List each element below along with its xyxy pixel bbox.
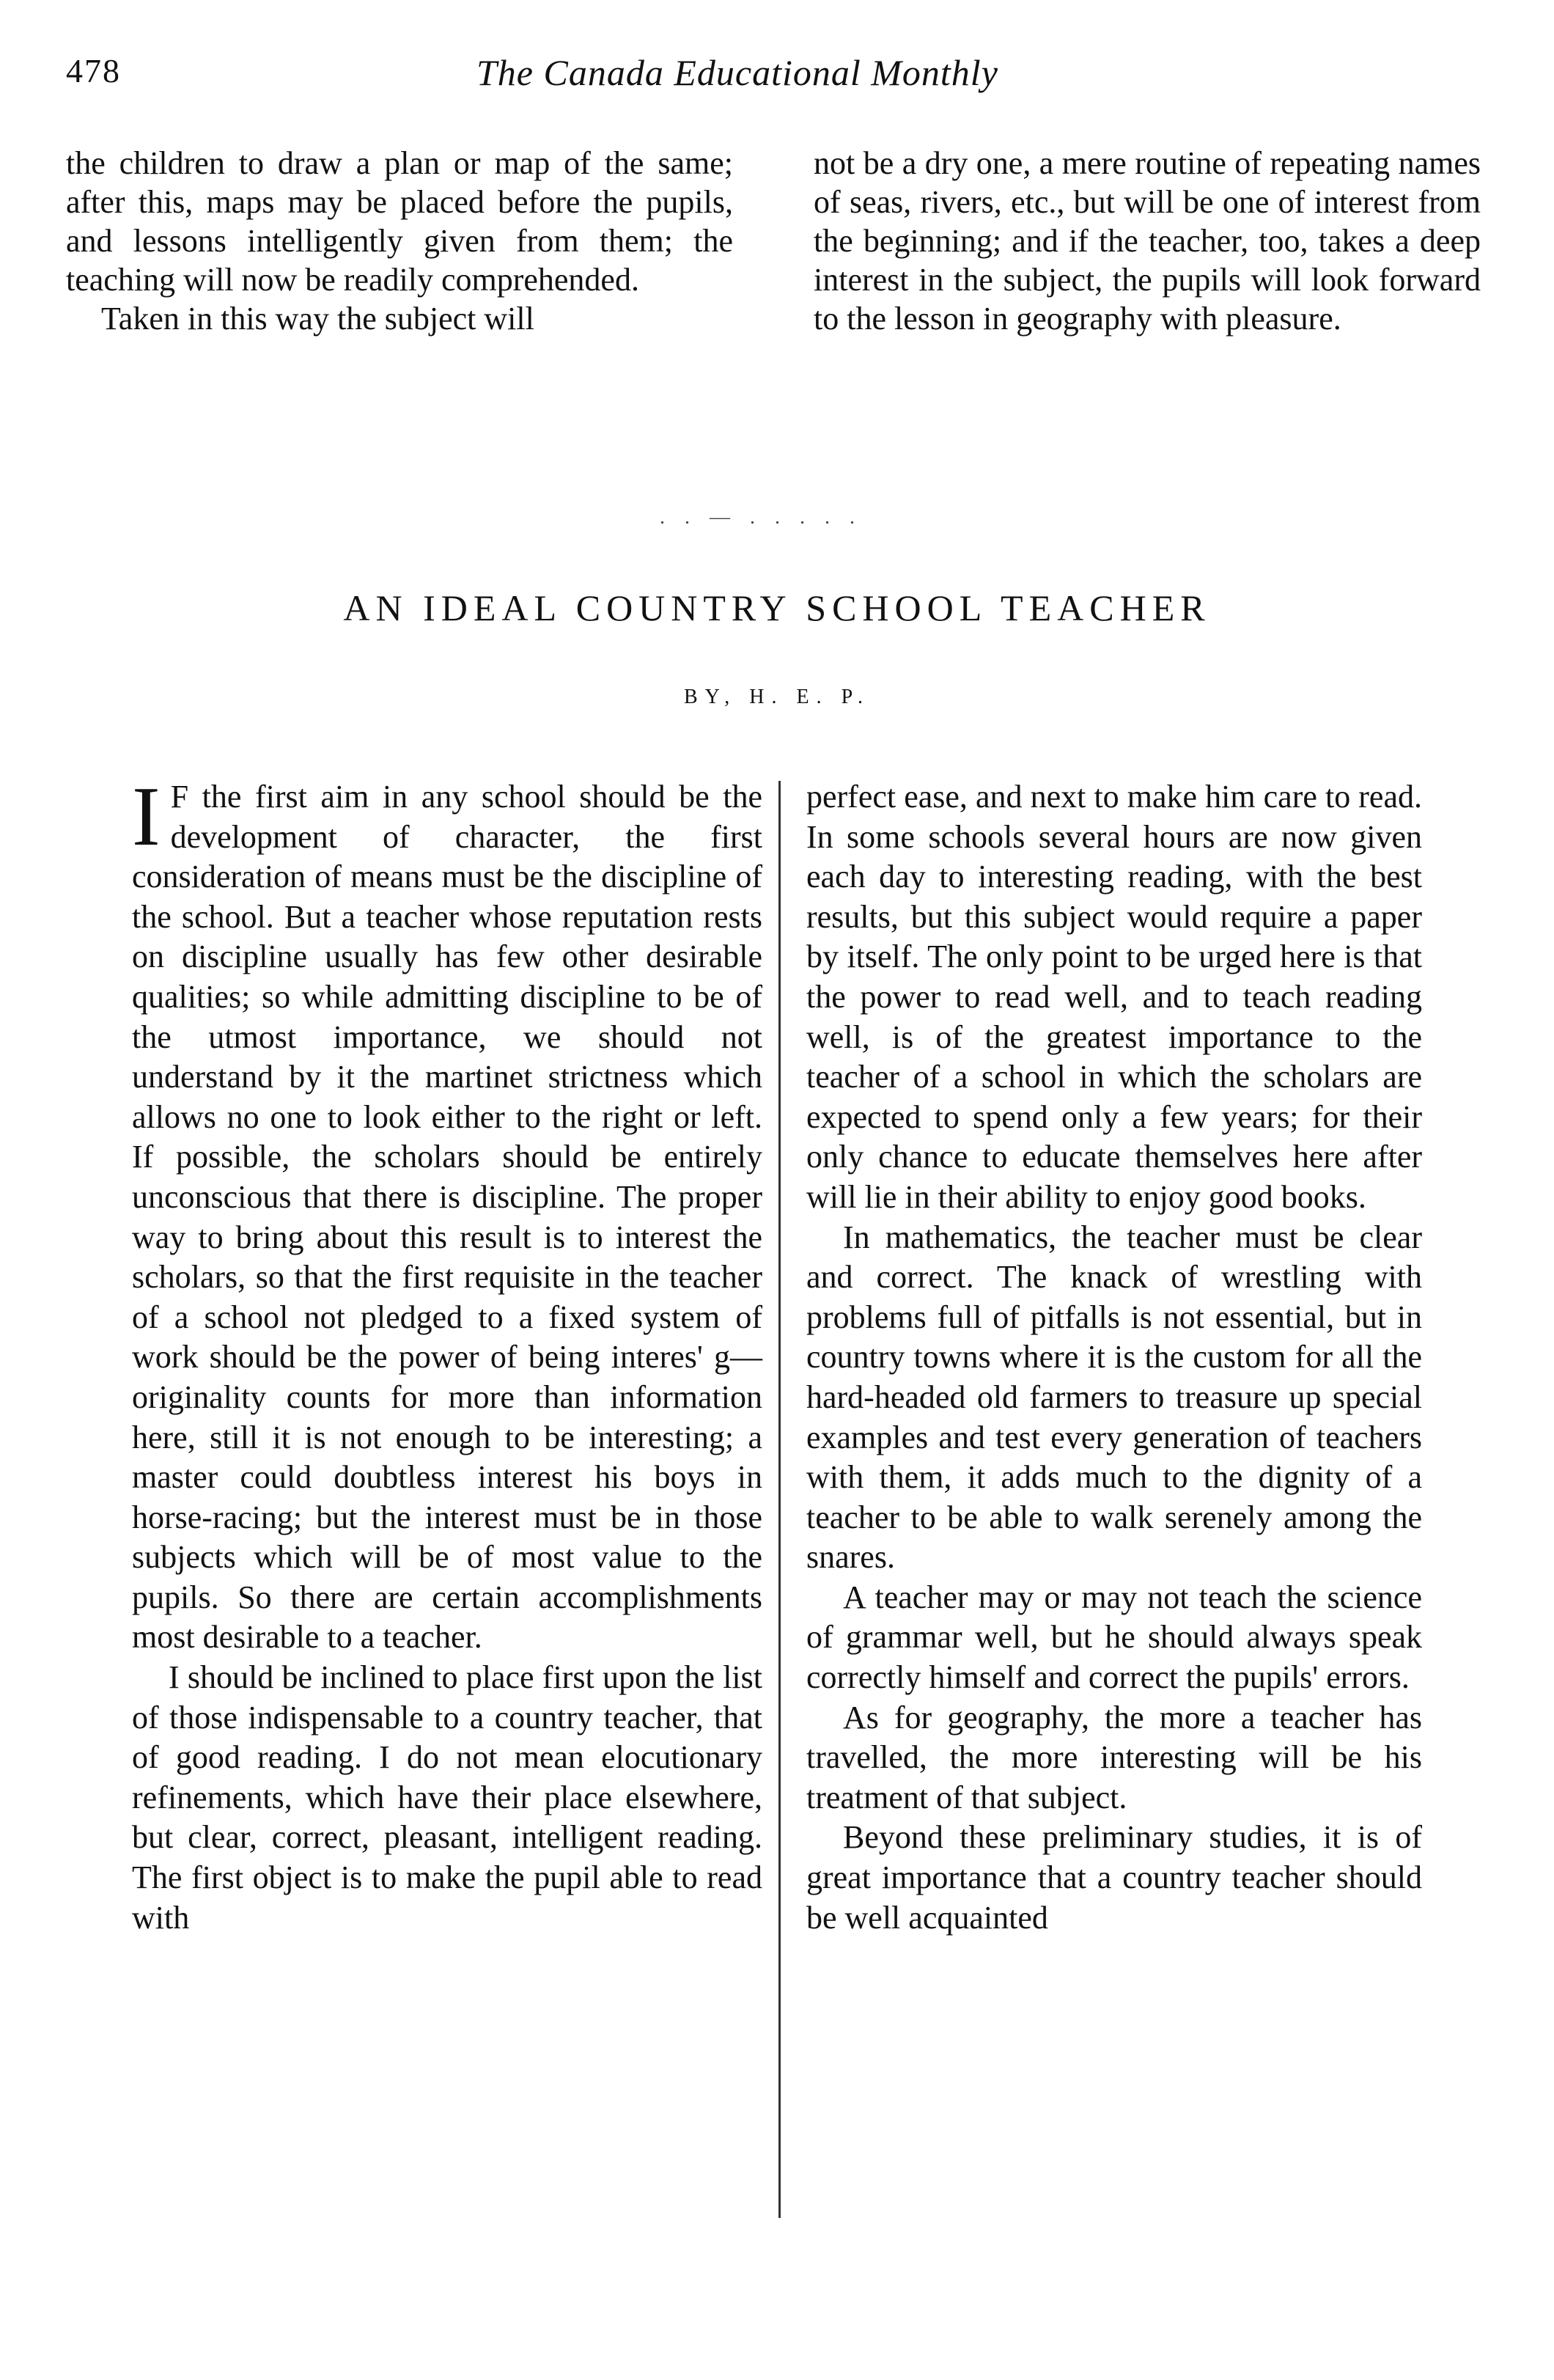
article-title: AN IDEAL COUNTRY SCHOOL TEACHER bbox=[343, 587, 1211, 628]
paragraph: perfect ease, and next to make him care to read. In some schools several hours are now given each day to interesting reading, with the best results, but this subject would require a paper by itself. The only point to be urged here is that the power to read well, and to teach reading well, is of the greatest importance to the teacher of a school in which the scholars are expected to spend only a few years; for their only chance to educate themselves here after will lie in their ability to enjoy good books. bbox=[806, 779, 1422, 1215]
article-byline: BY, H. E. P. bbox=[683, 686, 871, 708]
paragraph: Beyond these preliminary studies, it is of great importance that a country teacher should be well acquainted bbox=[806, 1819, 1422, 1936]
article-left-column bbox=[132, 770, 762, 2229]
page-header bbox=[66, 51, 1488, 110]
paragraph bbox=[132, 770, 762, 1658]
page-number: 478 bbox=[66, 52, 121, 89]
paragraph: As for geography, the more a teacher has travelled, the more interesting will be his treatment of that subject. bbox=[806, 1699, 1422, 1815]
paragraph: I should be inclined to place first upon the list of those indispensable to a country teacher, that of good reading. I do not mean elocutionary refinements, which have their place elsewhere, but clear, correct, pleasant, intelligent reading. The first object is to make the pupil able to read with bbox=[132, 1659, 762, 1936]
continuation-left-column bbox=[66, 144, 733, 452]
paragraph: not be a dry one, a mere routine of repeating names of seas, rivers, etc., but will be one of interest from the beginning; and if the teacher, too, takes a deep interest in the subject, the pupils will look forward to the lesson in geography with pleasure. bbox=[814, 145, 1481, 337]
drop-cap: I bbox=[132, 770, 161, 864]
paragraph: In mathematics, the teacher must be clear and correct. The knack of wrestling with problems full of pitfalls is not essential, but in country towns where it is the custom for all the hard-headed old farmers to treasure up special examples and test every generation of teachers with them, it adds much to the dignity of a teacher to be able to walk serenely among the snares. bbox=[806, 1219, 1422, 1576]
column-divider bbox=[778, 781, 781, 2218]
continuation-right-column bbox=[814, 144, 1481, 452]
paragraph: the children to draw a plan or map of the same; after this, maps may be placed before the pupils, and lessons intelligently given from them; the teaching will now be readily comprehended. bbox=[66, 145, 733, 298]
section-separator: . . — . . . . . bbox=[660, 506, 862, 529]
article-right-column bbox=[806, 777, 1422, 2229]
paragraph-text: F the first aim in any school should be the development of character, the first consideration of means must be the discipline of the school. But a teacher whose reputation rests on discipline usually has few other desirable qualities; so while admitting discipline to be of the utmost importance, we should not understand by it the martinet strictness which allows no one to look either to the right or left. If possible, the scholars should be entirely unconscious that there is discipline. The proper way to bring about this result is to interest the scholars, so that the first requisite in the teacher of a school not pledged to a fixed system of work should be the power of being interes' g—originality counts for more than information here, still it is not enough to be interesting; a master could doubtless interest his boys in horse-racing; but the interest must be in those subjects which will be of most value to the pupils. So there are certain accomplishments most desirable to a teacher. bbox=[132, 779, 762, 1656]
journal-title: The Canada Educational Monthly bbox=[476, 52, 998, 93]
paragraph: Taken in this way the subject will bbox=[101, 301, 534, 337]
paragraph: A teacher may or may not teach the science of grammar well, but he should always speak correctly himself and correct the pupils' errors. bbox=[806, 1579, 1422, 1696]
